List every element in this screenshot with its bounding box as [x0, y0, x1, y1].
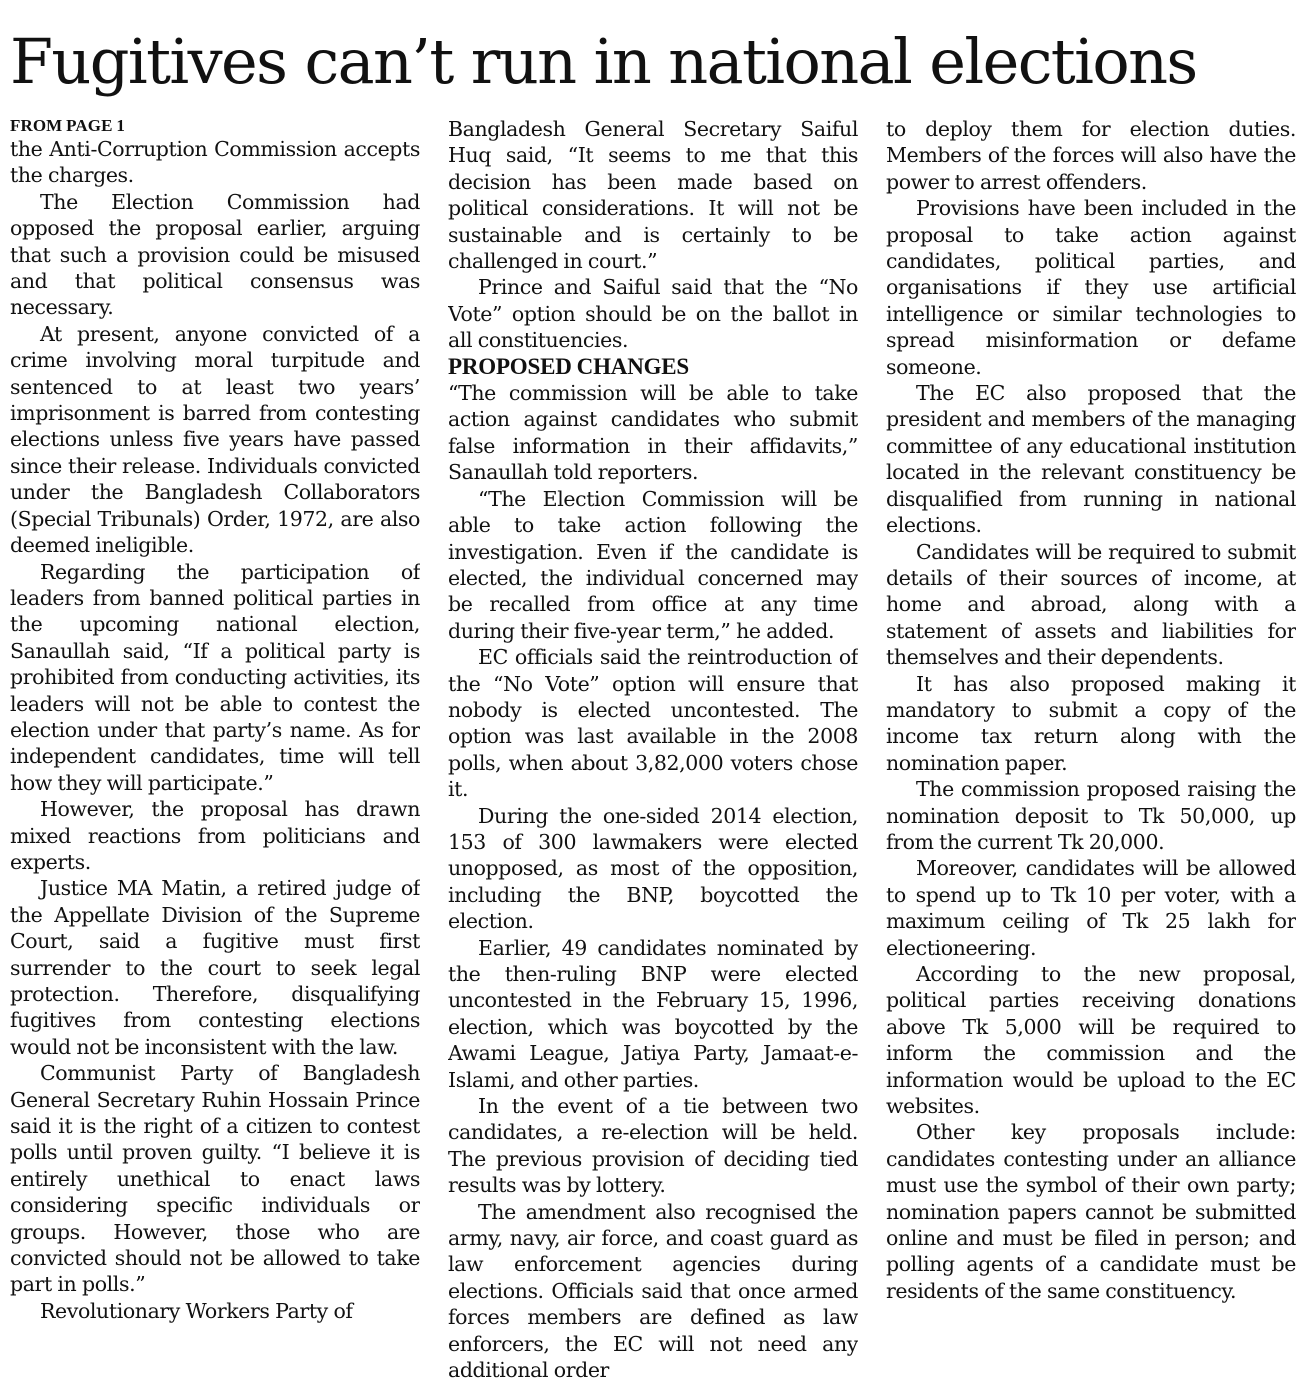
paragraph: Earlier, 49 candidates nominated by the then-ruling BNP were elected uncontested in the February 15, 1996, election, which was boycotted by the Awami League, Jatiya Party, Jamaat-e-Islami, and other parties.: [448, 935, 858, 1092]
paragraph: Regarding the participation of leaders from banned political parties in the upcoming national election, Sanaullah said, “If a political party is prohibited from conducting activities, its leaders will not be able to contest the election under that party’s name. As for independent candidates, time will tell how they will participate.”: [10, 559, 420, 795]
paragraph: At present, anyone convicted of a crime involving moral turpitude and sentenced to at least two years’ imprisonment is barred from contesting elections unless five years have passed since their release. Individuals convicted under the Bangladesh Collaborators (Special Tribunals) Order, 1972, are also deemed ineligible.: [10, 321, 420, 558]
paragraph: The EC also proposed that the president and members of the managing committee of any educational institution located in the relevant constituency be disqualified from running in national elections.: [886, 381, 1296, 538]
article-column-2: [448, 116, 858, 1392]
article-body: [10, 116, 1298, 1392]
paragraph: However, the proposal has drawn mixed reactions from politicians and experts.: [10, 797, 420, 874]
paragraph: to deploy them for election duties. Members of the forces will also have the power to arrest offenders.: [886, 117, 1296, 194]
paragraph: Bangladesh General Secretary Saiful Huq said, “It seems to me that this decision has been made based on political considerations. It will not be sustainable and is certainly to be challenged in court.”: [448, 117, 858, 274]
paragraph: Provisions have been included in the proposal to take action against candidates, political parties, and organisations if they use artificial intelligence or similar technologies to spread misinformation or defame someone.: [886, 196, 1296, 379]
paragraph: Justice MA Matin, a retired judge of the Appellate Division of the Supreme Court, said a fugitive must first surrender to the court to seek legal protection. Therefore, disqualifying fugitives from contesting elections would not be inconsistent with the law.: [10, 876, 420, 1059]
paragraph: Revolutionary Workers Party of: [40, 1298, 353, 1323]
paragraph: The commission proposed raising the nomination deposit to Tk 50,000, up from the current Tk 20,000.: [886, 777, 1296, 854]
section-subhead: PROPOSED CHANGES: [448, 353, 690, 379]
paragraph: In the event of a tie between two candidates, a re-election will be held. The previous provision of deciding tied results was by lottery.: [448, 1094, 858, 1198]
paragraph: It has also proposed making it mandatory to submit a copy of the income tax return along with the nomination paper.: [886, 671, 1296, 775]
article-column-1: [10, 116, 420, 1392]
paragraph: Communist Party of Bangladesh General Secretary Ruhin Hossain Prince said it is the right of a citizen to contest polls until proven guilty. “I believe it is entirely unethical to enact laws considering specific individuals or groups. However, those who are convicted should not be allowed to take part in polls.”: [10, 1061, 420, 1297]
paragraph: During the one-sided 2014 election, 153 of 300 lawmakers were elected unopposed, as most of the opposition, including the BNP, boycotted the election.: [448, 803, 858, 934]
paragraph: “The commission will be able to take action against candidates who submit false information in their affidavits,” Sanaullah told reporters.: [448, 381, 858, 485]
paragraph: Moreover, candidates will be allowed to spend up to Tk 10 per voter, with a maximum ceiling of Tk 25 lakh for electioneering.: [886, 856, 1296, 960]
article-column-3: [886, 116, 1296, 1392]
paragraph: “The Election Commission will be able to take action following the investigation. Even if the candidate is elected, the individual concerned may be recalled from office at any time during their five-year term,” he added.: [448, 486, 858, 643]
paragraph: the Anti-Corruption Commission accepts the charges.: [10, 137, 420, 188]
paragraph: According to the new proposal, political parties receiving donations above Tk 5,000 will be required to inform the commission and the information would be upload to the EC websites.: [886, 962, 1296, 1119]
paragraph: Prince and Saiful said that the “No Vote” option should be on the ballot in all constituencies.: [448, 275, 858, 353]
paragraph: Candidates will be required to submit details of their sources of income, at home and abroad, along with a statement of assets and liabilities for themselves and their dependents.: [886, 539, 1296, 670]
paragraph: EC officials said the reintroduction of the “No Vote” option will ensure that nobody is elected uncontested. The option was last available in the 2008 polls, when about 3,82,000 voters chose it.: [448, 645, 858, 802]
headline: Fugitives can’t run in national elections: [10, 25, 1197, 98]
paragraph: Other key proposals include: candidates contesting under an alliance must use the symbol of their own party; nomination papers cannot be submitted online and must be filed in person; and polling agents of a candidate must be residents of the same constituency.: [886, 1120, 1296, 1303]
continuation-kicker: FROM PAGE 1: [10, 116, 125, 135]
paragraph: The amendment also recognised the army, navy, air force, and coast guard as law enforcement agencies during elections. Officials said that once armed forces members are defined as law enforcers, the EC will not need any additional order: [448, 1199, 858, 1383]
paragraph: The Election Commission had opposed the proposal earlier, arguing that such a provision could be misused and that political consensus was necessary.: [10, 189, 420, 320]
